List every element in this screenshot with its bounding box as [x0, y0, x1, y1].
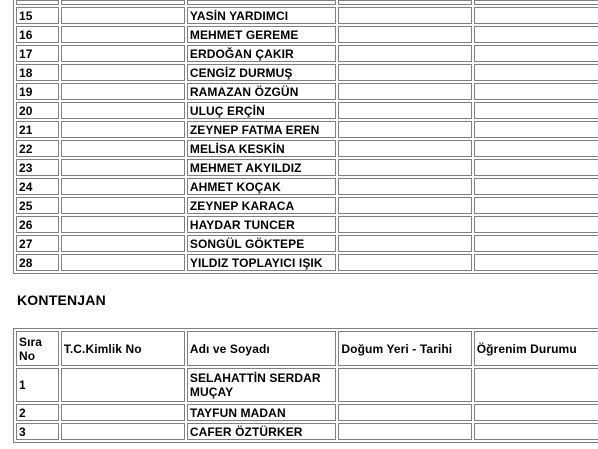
table-row — [16, 368, 598, 402]
tc-kimlik-no-cell — [61, 159, 185, 176]
section-title: KONTENJAN — [17, 292, 106, 308]
header-sira-no: Sıra No — [16, 331, 59, 366]
education-status-cell — [474, 121, 598, 138]
birth-place-date-cell — [338, 83, 471, 100]
education-status-cell — [474, 83, 598, 100]
table-row — [16, 178, 598, 195]
birth-place-date-cell — [338, 0, 471, 5]
tc-kimlik-no-cell — [61, 404, 185, 421]
full-name: YASİN YARDIMCI — [187, 7, 337, 24]
table-row — [16, 216, 598, 233]
full-name: ZEYNEP FATMA EREN — [187, 121, 337, 138]
birth-place-date-cell — [338, 45, 471, 62]
education-status-cell — [474, 197, 598, 214]
row-number: 3 — [16, 423, 59, 440]
full-name: MEHMET GEREME — [187, 26, 337, 43]
full-name: ZEYNEP KARACA — [187, 197, 337, 214]
full-name: AHMET KOÇAK — [187, 178, 337, 195]
birth-place-date-cell — [338, 254, 471, 271]
row-number — [16, 0, 59, 5]
birth-place-date-cell — [338, 64, 471, 81]
education-status-cell — [474, 45, 598, 62]
row-number: 16 — [16, 26, 59, 43]
table-row — [16, 140, 598, 157]
full-name: ULUÇ ERÇİN — [187, 102, 337, 119]
quota-table-body — [16, 331, 598, 440]
header-row — [16, 331, 598, 366]
education-status-cell — [474, 0, 598, 5]
tc-kimlik-no-cell — [61, 121, 185, 138]
education-status-cell — [474, 178, 598, 195]
education-status-cell — [474, 102, 598, 119]
birth-place-date-cell — [338, 102, 471, 119]
birth-place-date-cell — [338, 216, 471, 233]
birth-place-date-cell — [338, 140, 471, 157]
full-name: HAYDAR TUNCER — [187, 216, 337, 233]
education-status-cell — [474, 404, 598, 421]
row-number: 2 — [16, 404, 59, 421]
full-name: TAYFUN MADAN — [187, 404, 337, 421]
table-row — [16, 423, 598, 440]
row-number: 20 — [16, 102, 59, 119]
education-status-cell — [474, 64, 598, 81]
birth-place-date-cell — [338, 423, 471, 440]
education-status-cell — [474, 368, 598, 402]
full-name: CENGİZ DURMUŞ — [187, 64, 337, 81]
full-name: MELİSA KESKİN — [187, 140, 337, 157]
row-number: 15 — [16, 7, 59, 24]
row-number: 19 — [16, 83, 59, 100]
tc-kimlik-no-cell — [61, 83, 185, 100]
birth-place-date-cell — [338, 235, 471, 252]
education-status-cell — [474, 423, 598, 440]
table-row — [16, 83, 598, 100]
tc-kimlik-no-cell — [61, 26, 185, 43]
birth-place-date-cell — [338, 368, 471, 402]
table-row — [16, 197, 598, 214]
birth-place-date-cell — [338, 404, 471, 421]
birth-place-date-cell — [338, 26, 471, 43]
header-tc-kimlik-no: T.C.Kimlik No — [61, 331, 185, 366]
full-name: YILDIZ TOPLAYICI IŞIK — [187, 254, 337, 271]
tc-kimlik-no-cell — [61, 178, 185, 195]
row-number: 23 — [16, 159, 59, 176]
education-status-cell — [474, 216, 598, 233]
tc-kimlik-no-cell — [61, 216, 185, 233]
row-number: 25 — [16, 197, 59, 214]
row-number: 22 — [16, 140, 59, 157]
row-number: 28 — [16, 254, 59, 271]
tc-kimlik-no-cell — [61, 7, 185, 24]
table-row — [16, 159, 598, 176]
row-number: 1 — [16, 368, 59, 402]
table-row — [16, 254, 598, 271]
table-row — [16, 7, 598, 24]
full-name — [187, 0, 337, 5]
full-name: ERDOĞAN ÇAKIR — [187, 45, 337, 62]
quota-table — [13, 328, 598, 443]
tc-kimlik-no-cell — [61, 254, 185, 271]
birth-place-date-cell — [338, 197, 471, 214]
tc-kimlik-no-cell — [61, 140, 185, 157]
row-number: 17 — [16, 45, 59, 62]
full-name: MEHMET AKYILDIZ — [187, 159, 337, 176]
education-status-cell — [474, 140, 598, 157]
header-dogum-yeri-tarihi: Doğum Yeri - Tarihi — [338, 331, 471, 366]
education-status-cell — [474, 254, 598, 271]
row-number: 21 — [16, 121, 59, 138]
tc-kimlik-no-cell — [61, 64, 185, 81]
table-row — [16, 235, 598, 252]
row-number: 18 — [16, 64, 59, 81]
table-row — [16, 26, 598, 43]
participants-table — [13, 0, 598, 274]
birth-place-date-cell — [338, 7, 471, 24]
tc-kimlik-no-cell — [61, 423, 185, 440]
table-row — [16, 0, 598, 5]
full-name: SELAHATTİN SERDAR MUÇAY — [187, 368, 337, 402]
education-status-cell — [474, 7, 598, 24]
header-adi-soyadi: Adı ve Soyadı — [187, 331, 337, 366]
table-row — [16, 121, 598, 138]
table-row — [16, 64, 598, 81]
full-name: SONGÜL GÖKTEPE — [187, 235, 337, 252]
tc-kimlik-no-cell — [61, 45, 185, 62]
education-status-cell — [474, 159, 598, 176]
row-number: 24 — [16, 178, 59, 195]
table-row — [16, 102, 598, 119]
header-ogrenim-durumu: Öğrenim Durumu — [474, 331, 598, 366]
education-status-cell — [474, 26, 598, 43]
tc-kimlik-no-cell — [61, 0, 185, 5]
tc-kimlik-no-cell — [61, 102, 185, 119]
participants-table-body — [16, 0, 598, 271]
birth-place-date-cell — [338, 121, 471, 138]
education-status-cell — [474, 235, 598, 252]
full-name: RAMAZAN ÖZGÜN — [187, 83, 337, 100]
row-number: 26 — [16, 216, 59, 233]
birth-place-date-cell — [338, 178, 471, 195]
table-row — [16, 404, 598, 421]
tc-kimlik-no-cell — [61, 368, 185, 402]
row-number: 27 — [16, 235, 59, 252]
tc-kimlik-no-cell — [61, 197, 185, 214]
tc-kimlik-no-cell — [61, 235, 185, 252]
full-name: CAFER ÖZTÜRKER — [187, 423, 337, 440]
table-row — [16, 45, 598, 62]
birth-place-date-cell — [338, 159, 471, 176]
